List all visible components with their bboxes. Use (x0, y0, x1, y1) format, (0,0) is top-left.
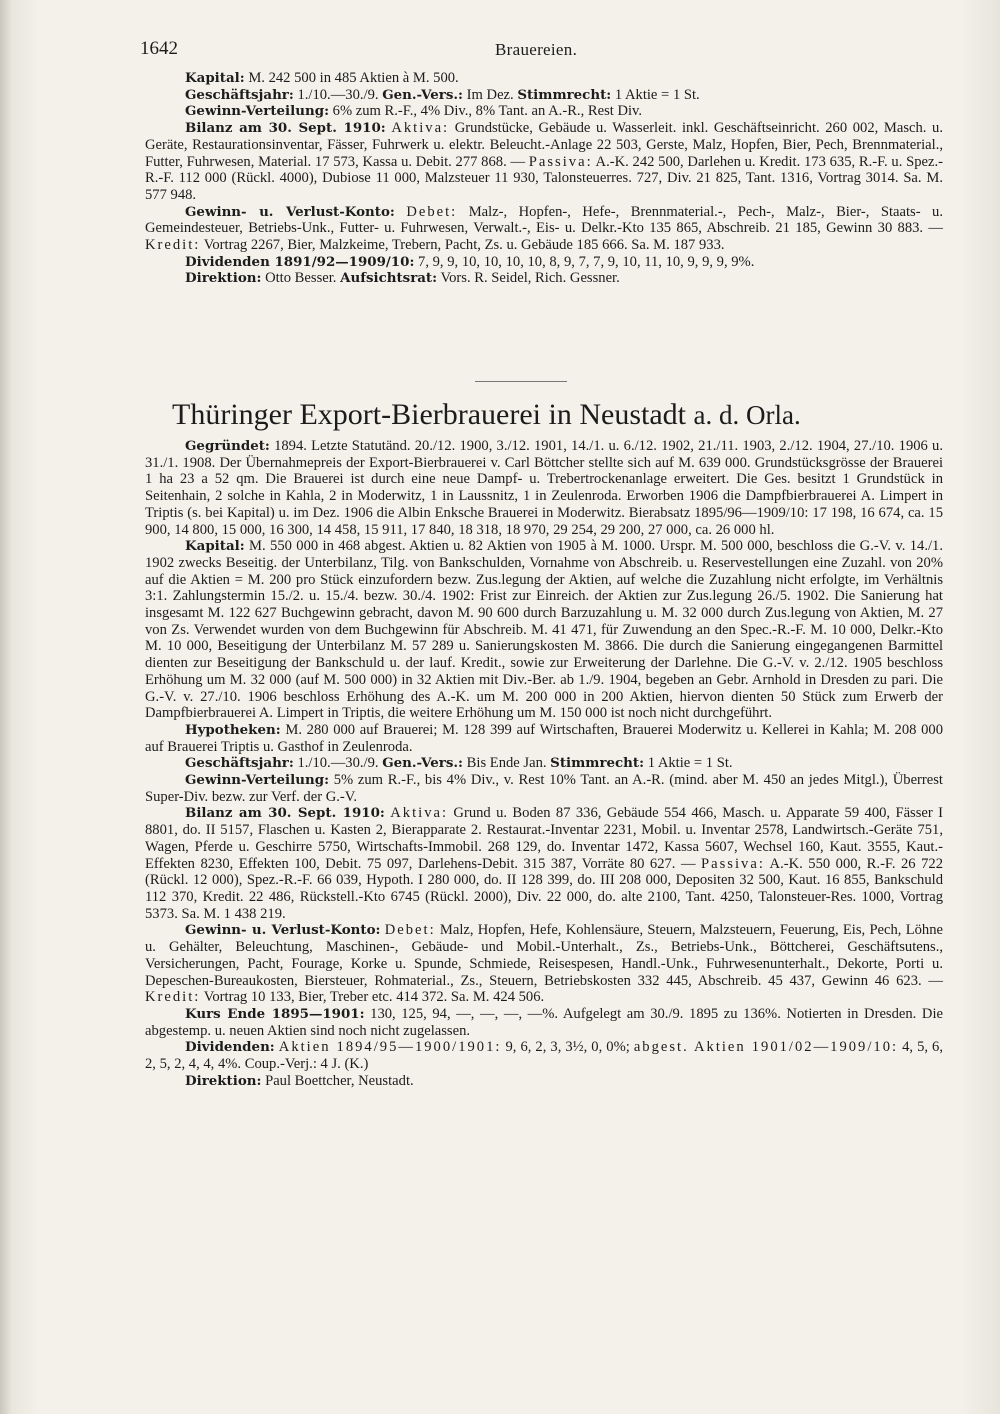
entry-paragraph (145, 722, 943, 755)
section-keyword: Gewinn-Verteilung: (185, 103, 330, 120)
body-text: Grund u. Boden 87 336, Gebäude 554 466, Masch. u. Apparate 59 400, Fässer I 8801, do. II 5157, Flaschen u. Kasten 2, Bierapparate 2. Restaurat.-Inventar 2231, Mobil. u. Inventar 2578, Landwirtsch.-Geräte 751, Wagen, Pferde u. Geschirre 5750, Wirtschafts-Immobil. 268 129, do. Inventar 1472, Kassa 5607, Wechsel 160, Kaut. 3555, Kaut.-Effekten 8230, Effekten 100, Debit. 75 097, Darlehens-Debit. 315 387, Vorräte 80 627. — (145, 805, 943, 872)
running-head: Brauereien. (495, 40, 578, 59)
entry-thueringer-export-bierbrauerei (145, 438, 943, 1089)
entry-paragraph (145, 1006, 943, 1039)
spaced-label: Kredit: (145, 237, 201, 254)
body-text (395, 204, 406, 220)
body-text: 4, 5, 6, 2, 5, 2, 4, 4, 4%. Coup.-Verj.: 4 J. (K.) (145, 1039, 943, 1073)
section-keyword: Dividenden 1891/92—1909/10: (185, 253, 415, 270)
body-text: 7, 9, 9, 10, 10, 10, 10, 8, 9, 7, 7, 9, 10, 11, 10, 9, 9, 9, 9%. (414, 253, 755, 270)
section-keyword: Dividenden: (185, 1039, 275, 1056)
entry-paragraph (145, 538, 943, 722)
entry-paragraph (145, 805, 943, 922)
spaced-label: Aktiva: (391, 120, 450, 137)
section-keyword: Gen.-Vers.: (382, 86, 464, 103)
spaced-label: Passiva: (701, 855, 765, 872)
entry-paragraph (145, 70, 943, 87)
firm-place: a. d. Orla. (693, 400, 801, 430)
section-keyword: Direktion: (185, 270, 262, 287)
entry-paragraph (145, 87, 943, 104)
body-text: M. 280 000 auf Brauerei; M. 128 399 auf Wirtschaften, Brauerei Moderwitz u. Kellerei in Kahla; M. 208 000 auf Brauerei Triptis u. Gasthof in Zeulenroda. (145, 721, 943, 755)
body-text: 1 Aktie = 1 St. (644, 755, 733, 772)
body-text: 5% zum R.-F., bis 4% Div., v. Rest 10% Tant. an A.-R. (mind. aber M. 450 an jedes Mitgl.), Überrest Super-Div. bezw. zur Verf. der G.-V. (145, 772, 943, 805)
body-text: 1./10.—30./9. (293, 86, 383, 103)
body-text: M. 242 500 in 485 Aktien à M. 500. (244, 70, 459, 86)
section-keyword: Kapital: (185, 538, 245, 555)
section-keyword: Stimmrecht: (550, 755, 645, 772)
spaced-label: Debet: (406, 203, 458, 220)
section-keyword: Gewinn- u. Verlust-Konto: (185, 922, 381, 939)
section-keyword: Gen.-Vers.: (382, 755, 464, 772)
firm-title (172, 398, 932, 432)
body-text: M. 550 000 in 468 abgest. Aktien u. 82 Aktien von 1905 à M. 1000. Urspr. M. 500 000, beschloss die G.-V. v. 14./1. 1902 zwecks Beseitig. der Unterbilanz, Tilg. von Bankschulden, Vornahme von Abschreib. u. Reservestellungen eine Zuzahl. von 20% auf die Aktien = M. 200 pro Stück einzufordern bezw. Zus.legung der Aktien, auf welche die Zuzahlung nicht erfolgte, im Verhältnis 3:1. Zahlungstermin 15./2. u. 15./4. bezw. 30./4. 1902: Frist zur Einreich. der Aktien zur Zus.legung 26./5. 1902. Die Sanierung hat insgesamt M. 122 627 Buchgewinn gebracht, davon M. 90 600 durch Barzuzahlung u. M. 32 000 durch Zus.legung von Aktien, M. 27 von Zs. Verwendet wurden von dem Buchgewinn für Abschreib. M. 41 471, für Zuwendung an den Spec.-R.-F. M. 10 000, Delkr.-Kto M. 10 000, Beseitigung der Unterbilanz M. 57 289 u. Sanierungskosten M. 3866. Die durch die Sanierung eingegangenen Barmittel dienten zur Beseitigung der Bankschuld u. der lauf. Kredit., sowie zur Erweiterung der Darlehne. Die G.-V. v. 2./12. 1905 beschloss Erhöhung um M. 32 000 (auf M. 500 000) in 32 Aktien mit Div.-Ber. ab 1./9. 1904, begeben an Gebr. Arnhold in Dresden zu pari. Die G.-V. v. 27./10. 1906 beschloss Erhöhung des A.-K. um M. 200 000 in 200 Aktien, hiervon dienten 50 Stück zum Erwerb der Dampfbierbrauerei A. Limpert in Triptis, die weitere Erhöhung um M. 150 000 ist noch nicht durchgeführt. (145, 538, 943, 722)
body-text: 1 Aktie = 1 St. (611, 86, 700, 103)
spaced-label: Debet: (384, 922, 436, 939)
section-keyword: Stimmrecht: (517, 86, 612, 103)
body-text: Malz-, Hopfen-, Hefe-, Brennmaterial.-, Pech-, Malz-, Bier-, Staats- u. Gemeindesteuer, Betriebs-Unk., Futter- u. Fuhrwesen, Verwalt.-, Eis- u. Delkr.-Kto 135 865, Abschreib. 21 185, Gewinn 30 883. — (145, 203, 943, 237)
body-text: Vortrag 2267, Bier, Malzkeime, Trebern, Pacht, Zs. u. Gebäude 185 666. Sa. M. 187 933. (200, 237, 725, 254)
spaced-label: Aktiva: (390, 805, 449, 822)
entry-paragraph (145, 204, 943, 254)
section-keyword: Bilanz am 30. Sept. 1910: (185, 805, 385, 822)
page-header (140, 38, 940, 62)
entry-paragraph (145, 270, 943, 287)
body-text: 9, 6, 2, 3, 3½, 0, 0%; (501, 1039, 634, 1056)
spaced-label: abgest. Aktien 1901/02—1909/10: (633, 1039, 899, 1056)
body-text: Vortrag 10 133, Bier, Treber etc. 414 372. Sa. M. 424 506. (200, 989, 545, 1006)
section-divider (475, 381, 567, 382)
section-keyword: Gewinn- u. Verlust-Konto: (185, 203, 395, 220)
section-keyword: Geschäftsjahr: (185, 755, 294, 772)
body-text: 1./10.—30./9. (293, 755, 383, 772)
spaced-label: Kredit: (145, 989, 201, 1006)
section-keyword: Aufsichtsrat: (340, 270, 438, 287)
page-number: 1642 (140, 38, 178, 59)
body-text: Malz, Hopfen, Hefe, Kohlensäure, Steuern, Malzsteuern, Feuerung, Eis, Pech, Löhne u. Gehälter, Beleuchtung, Maschinen-, Gebäude- und Mobil.-Unterhalt., Zs., Betriebs-Unk., Böttcherei, Geschäftsutens., Versicherungen, Pacht, Fourage, Korke u. Spunde, Schmiede, Reisespesen, Handl.-Unk., Fuhrwesenunterhalt., Dekorte, Porti u. Depeschen-Bureaukosten, Biersteuer, Rohmaterial., Zs., Steuern, Betriebskosten 332 445, Abschreib. 45 437, Gewinn 46 623. — (145, 922, 943, 989)
firm-name: Thüringer Export-Bierbrauerei in Neustadt (172, 398, 686, 431)
spaced-label: Aktien 1894/95—1900/1901: (278, 1039, 502, 1056)
body-text: Im Dez. (463, 86, 518, 103)
body-text: Otto Besser. (261, 270, 341, 287)
section-keyword: Geschäftsjahr: (185, 86, 294, 103)
body-text: Grundstücke, Gebäude u. Wasserleit. inkl. Geschäftseinricht. 260 002, Masch. u. Geräte, Restaurationsinventar, Fässer, Fuhrwerk u. elektr. Beleucht.-Anlage 22 503, Gerste, Malz, Hopfen, Bier, Pech, Brennmaterial., Futter, Fuhrwesen, Material. 17 573, Kassa u. Debit. 277 868. — (145, 120, 943, 170)
spaced-label: Passiva: (528, 153, 593, 170)
body-text: 130, 125, 94, —, —, —, —%. Aufgelegt am 30./9. 1895 zu 136%. Notierten in Dresden. Die abgestemp. u. neuen Aktien sind noch nicht zugelassen. (145, 1005, 943, 1039)
body-text: Paul Boettcher, Neustadt. (261, 1072, 414, 1089)
body-text: Bis Ende Jan. (463, 755, 551, 772)
entry-paragraph (145, 254, 943, 271)
entry-paragraph (145, 1073, 943, 1090)
section-keyword: Hypotheken: (185, 721, 281, 738)
entry-paragraph (145, 755, 943, 772)
entry-paragraph (145, 120, 943, 204)
entry-paragraph (145, 438, 943, 538)
section-keyword: Gegründet: (185, 438, 270, 454)
body-text: Vors. R. Seidel, Rich. Gessner. (437, 270, 620, 287)
entry-paragraph (145, 1039, 943, 1072)
entry-paragraph (145, 922, 943, 1006)
body-text: 6% zum R.-F., 4% Div., 8% Tant. an A.-R., Rest Div. (329, 103, 643, 120)
section-keyword: Kapital: (185, 70, 245, 86)
section-keyword: Gewinn-Verteilung: (185, 772, 330, 789)
entry-previous-brewery (145, 70, 943, 287)
entry-paragraph (145, 772, 943, 805)
section-keyword: Kurs Ende 1895—1901: (185, 1005, 365, 1022)
section-keyword: Bilanz am 30. Sept. 1910: (185, 120, 386, 137)
body-text: A.-K. 550 000, R.-F. 26 722 (Rückl. 12 000), Spez.-R.-F. 66 039, Hypoth. I 280 000, do. II 128 399, do. III 208 000, Depositen 32 500, Kaut. 16 855, Bankschuld 112 370, Kredit. 22 486, Rückstell.-Kto 6745 (Rückl. 2000), Div. 22 000, do. alte 2100, Tant. 4250, Talonsteuer-Res. 1000, Vortrag 5373. Sa. M. 1 438 219. (145, 855, 943, 922)
body-text: 1894. Letzte Statutänd. 20./12. 1900, 3./12. 1901, 14./1. u. 6./12. 1902, 21./11. 1903, 2./12. 1904, 27./10. 1906 u. 31./1. 1908. Der Übernahmepreis der Export-Bierbrauerei v. Carl Böttcher stellte sich auf M. 639 000. Grundstücksgrösse der Brauerei 1 ha 23 a 52 qm. Die Brauerei ist durch eine neue Dampf- u. Trebertrockenanlage erweitert. Die Ges. besitzt 1 Grundstück in Seitenhain, 2 solche in Kahla, 2 in Moderwitz, 1 in Laussnitz, 1 in Zeulenroda. Erworben 1906 die Dampfbierbrauerei A. Limpert in Triptis (s. bei Kapital) u. im Dez. 1906 die Albin Enksche Brauerei in Moderwitz. Bierabsatz 1895/96—1909/10: 17 198, 16 674, ca. 15 900, 14 800, 15 000, 16 300, 14 458, 15 911, 17 840, 18 318, 18 970, 29 254, 29 200, 27 000, ca. 26 000 hl. (145, 438, 943, 538)
body-text: A.-K. 242 500, Darlehen u. Kredit. 173 635, R.-F. u. Spez.-R.-F. 112 000 (Rückl. 4000), Dubiose 11 000, Malzsteuer 11 930, Talonsteuerres. 727, Div. 21 825, Tant. 1316, Vortrag 3014. Sa. M. 577 948. (145, 153, 943, 203)
section-keyword: Direktion: (185, 1072, 262, 1089)
entry-paragraph (145, 103, 943, 120)
